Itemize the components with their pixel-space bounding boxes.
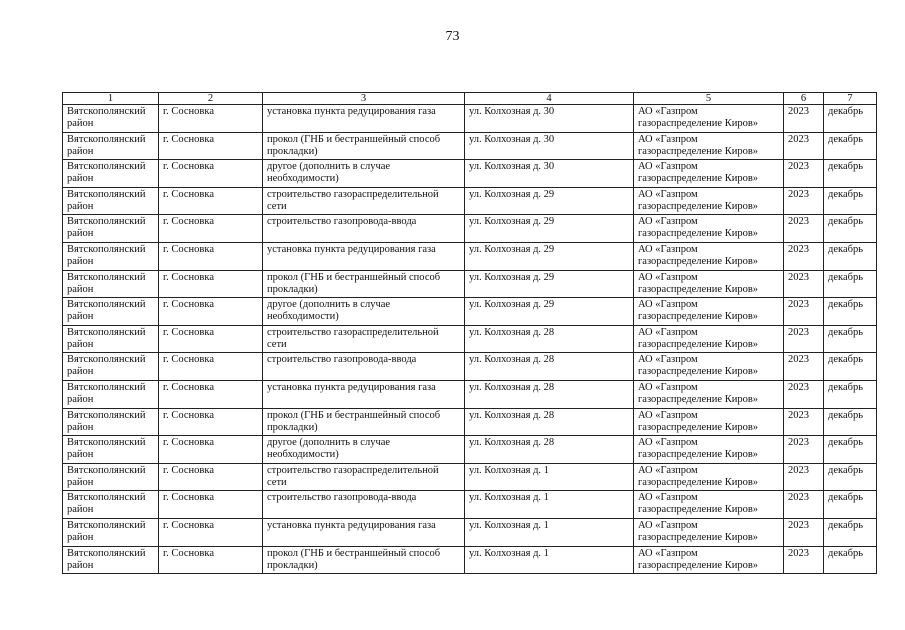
work-type-cell: строительство газораспределительной сети xyxy=(263,187,465,215)
year-cell: 2023 xyxy=(784,132,824,160)
table-row xyxy=(63,436,877,464)
month-cell: декабрь xyxy=(824,298,877,326)
month-cell: декабрь xyxy=(824,160,877,188)
year-cell: 2023 xyxy=(784,380,824,408)
organization-cell: АО «Газпром газораспределение Киров» xyxy=(634,491,784,519)
organization-cell: АО «Газпром газораспределение Киров» xyxy=(634,215,784,243)
organization-cell: АО «Газпром газораспределение Киров» xyxy=(634,160,784,188)
district-cell: Вятскополянский район xyxy=(63,380,159,408)
settlement-cell: г. Сосновка xyxy=(159,408,263,436)
column-header: 6 xyxy=(784,93,824,105)
year-cell: 2023 xyxy=(784,491,824,519)
organization-cell: АО «Газпром газораспределение Киров» xyxy=(634,353,784,381)
address-cell: ул. Колхозная д. 30 xyxy=(465,105,634,133)
district-cell: Вятскополянский район xyxy=(63,463,159,491)
month-cell: декабрь xyxy=(824,242,877,270)
table-row xyxy=(63,242,877,270)
month-cell: декабрь xyxy=(824,408,877,436)
address-cell: ул. Колхозная д. 28 xyxy=(465,436,634,464)
district-cell: Вятскополянский район xyxy=(63,436,159,464)
table-row xyxy=(63,298,877,326)
district-cell: Вятскополянский район xyxy=(63,215,159,243)
column-header: 3 xyxy=(263,93,465,105)
month-cell: декабрь xyxy=(824,380,877,408)
year-cell: 2023 xyxy=(784,270,824,298)
settlement-cell: г. Сосновка xyxy=(159,518,263,546)
address-cell: ул. Колхозная д. 30 xyxy=(465,160,634,188)
address-cell: ул. Колхозная д. 28 xyxy=(465,353,634,381)
address-cell: ул. Колхозная д. 28 xyxy=(465,408,634,436)
table-row xyxy=(63,353,877,381)
address-cell: ул. Колхозная д. 28 xyxy=(465,325,634,353)
address-cell: ул. Колхозная д. 30 xyxy=(465,132,634,160)
settlement-cell: г. Сосновка xyxy=(159,546,263,574)
column-header: 1 xyxy=(63,93,159,105)
address-cell: ул. Колхозная д. 29 xyxy=(465,242,634,270)
column-header: 4 xyxy=(465,93,634,105)
year-cell: 2023 xyxy=(784,215,824,243)
year-cell: 2023 xyxy=(784,325,824,353)
district-cell: Вятскополянский район xyxy=(63,353,159,381)
year-cell: 2023 xyxy=(784,353,824,381)
page-number: 73 xyxy=(445,29,460,44)
table-row xyxy=(63,187,877,215)
table-row xyxy=(63,215,877,243)
month-cell: декабрь xyxy=(824,491,877,519)
work-type-cell: строительство газораспределительной сети xyxy=(263,463,465,491)
year-cell: 2023 xyxy=(784,546,824,574)
work-type-cell: прокол (ГНБ и бестраншейный способ прокладки) xyxy=(263,408,465,436)
year-cell: 2023 xyxy=(784,105,824,133)
settlement-cell: г. Сосновка xyxy=(159,132,263,160)
settlement-cell: г. Сосновка xyxy=(159,325,263,353)
year-cell: 2023 xyxy=(784,160,824,188)
month-cell: декабрь xyxy=(824,132,877,160)
address-cell: ул. Колхозная д. 1 xyxy=(465,491,634,519)
table-row xyxy=(63,325,877,353)
address-cell: ул. Колхозная д. 1 xyxy=(465,546,634,574)
settlement-cell: г. Сосновка xyxy=(159,270,263,298)
month-cell: декабрь xyxy=(824,518,877,546)
year-cell: 2023 xyxy=(784,187,824,215)
year-cell: 2023 xyxy=(784,518,824,546)
month-cell: декабрь xyxy=(824,105,877,133)
district-cell: Вятскополянский район xyxy=(63,325,159,353)
district-cell: Вятскополянский район xyxy=(63,242,159,270)
year-cell: 2023 xyxy=(784,408,824,436)
month-cell: декабрь xyxy=(824,353,877,381)
organization-cell: АО «Газпром газораспределение Киров» xyxy=(634,298,784,326)
work-type-cell: прокол (ГНБ и бестраншейный способ прокладки) xyxy=(263,132,465,160)
work-type-cell: прокол (ГНБ и бестраншейный способ прокладки) xyxy=(263,546,465,574)
table-row xyxy=(63,270,877,298)
district-cell: Вятскополянский район xyxy=(63,132,159,160)
address-cell: ул. Колхозная д. 28 xyxy=(465,380,634,408)
organization-cell: АО «Газпром газораспределение Киров» xyxy=(634,105,784,133)
settlement-cell: г. Сосновка xyxy=(159,160,263,188)
district-cell: Вятскополянский район xyxy=(63,491,159,519)
district-cell: Вятскополянский район xyxy=(63,270,159,298)
month-cell: декабрь xyxy=(824,187,877,215)
address-cell: ул. Колхозная д. 1 xyxy=(465,463,634,491)
year-cell: 2023 xyxy=(784,463,824,491)
organization-cell: АО «Газпром газораспределение Киров» xyxy=(634,463,784,491)
table-row xyxy=(63,491,877,519)
gasification-schedule-table xyxy=(62,92,877,574)
work-type-cell: установка пункта редуцирования газа xyxy=(263,380,465,408)
settlement-cell: г. Сосновка xyxy=(159,436,263,464)
work-type-cell: прокол (ГНБ и бестраншейный способ прокладки) xyxy=(263,270,465,298)
organization-cell: АО «Газпром газораспределение Киров» xyxy=(634,546,784,574)
table-row xyxy=(63,463,877,491)
organization-cell: АО «Газпром газораспределение Киров» xyxy=(634,187,784,215)
organization-cell: АО «Газпром газораспределение Киров» xyxy=(634,132,784,160)
table-row xyxy=(63,408,877,436)
address-cell: ул. Колхозная д. 29 xyxy=(465,298,634,326)
organization-cell: АО «Газпром газораспределение Киров» xyxy=(634,380,784,408)
year-cell: 2023 xyxy=(784,436,824,464)
header-row xyxy=(63,93,877,105)
table-row xyxy=(63,380,877,408)
year-cell: 2023 xyxy=(784,298,824,326)
district-cell: Вятскополянский район xyxy=(63,518,159,546)
table-row xyxy=(63,518,877,546)
district-cell: Вятскополянский район xyxy=(63,105,159,133)
table-row xyxy=(63,160,877,188)
district-cell: Вятскополянский район xyxy=(63,298,159,326)
work-type-cell: строительство газопровода-ввода xyxy=(263,353,465,381)
organization-cell: АО «Газпром газораспределение Киров» xyxy=(634,436,784,464)
work-type-cell: строительство газораспределительной сети xyxy=(263,325,465,353)
settlement-cell: г. Сосновка xyxy=(159,353,263,381)
settlement-cell: г. Сосновка xyxy=(159,242,263,270)
organization-cell: АО «Газпром газораспределение Киров» xyxy=(634,408,784,436)
settlement-cell: г. Сосновка xyxy=(159,491,263,519)
organization-cell: АО «Газпром газораспределение Киров» xyxy=(634,518,784,546)
work-type-cell: другое (дополнить в случае необходимости) xyxy=(263,298,465,326)
table-row xyxy=(63,546,877,574)
organization-cell: АО «Газпром газораспределение Киров» xyxy=(634,325,784,353)
column-header: 5 xyxy=(634,93,784,105)
settlement-cell: г. Сосновка xyxy=(159,215,263,243)
district-cell: Вятскополянский район xyxy=(63,160,159,188)
month-cell: декабрь xyxy=(824,546,877,574)
address-cell: ул. Колхозная д. 29 xyxy=(465,187,634,215)
address-cell: ул. Колхозная д. 1 xyxy=(465,518,634,546)
month-cell: декабрь xyxy=(824,436,877,464)
work-type-cell: другое (дополнить в случае необходимости) xyxy=(263,436,465,464)
organization-cell: АО «Газпром газораспределение Киров» xyxy=(634,270,784,298)
work-type-cell: установка пункта редуцирования газа xyxy=(263,105,465,133)
address-cell: ул. Колхозная д. 29 xyxy=(465,215,634,243)
address-cell: ул. Колхозная д. 29 xyxy=(465,270,634,298)
organization-cell: АО «Газпром газораспределение Киров» xyxy=(634,242,784,270)
work-type-cell: строительство газопровода-ввода xyxy=(263,491,465,519)
work-type-cell: установка пункта редуцирования газа xyxy=(263,518,465,546)
settlement-cell: г. Сосновка xyxy=(159,105,263,133)
district-cell: Вятскополянский район xyxy=(63,408,159,436)
table-body xyxy=(63,105,877,574)
work-type-cell: другое (дополнить в случае необходимости) xyxy=(263,160,465,188)
work-type-cell: строительство газопровода-ввода xyxy=(263,215,465,243)
table-row xyxy=(63,105,877,133)
district-cell: Вятскополянский район xyxy=(63,546,159,574)
settlement-cell: г. Сосновка xyxy=(159,187,263,215)
month-cell: декабрь xyxy=(824,463,877,491)
district-cell: Вятскополянский район xyxy=(63,187,159,215)
table-row xyxy=(63,132,877,160)
settlement-cell: г. Сосновка xyxy=(159,463,263,491)
month-cell: декабрь xyxy=(824,270,877,298)
settlement-cell: г. Сосновка xyxy=(159,380,263,408)
column-header: 2 xyxy=(159,93,263,105)
year-cell: 2023 xyxy=(784,242,824,270)
month-cell: декабрь xyxy=(824,215,877,243)
column-header: 7 xyxy=(824,93,877,105)
month-cell: декабрь xyxy=(824,325,877,353)
work-type-cell: установка пункта редуцирования газа xyxy=(263,242,465,270)
settlement-cell: г. Сосновка xyxy=(159,298,263,326)
